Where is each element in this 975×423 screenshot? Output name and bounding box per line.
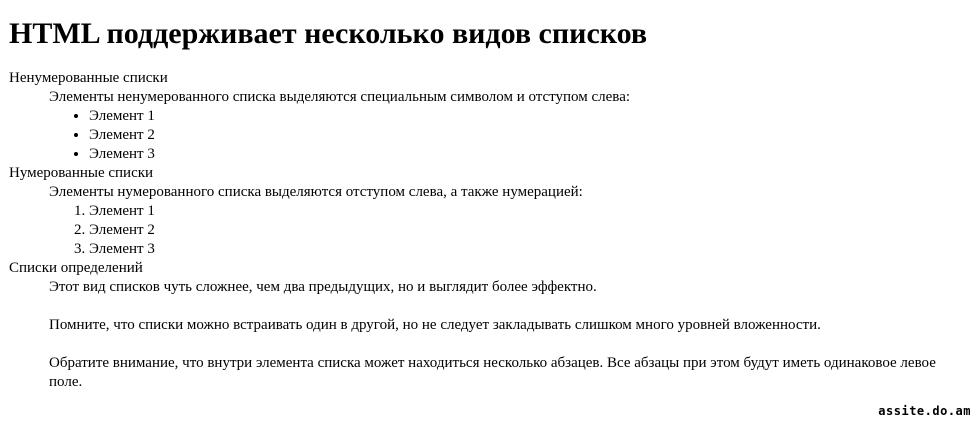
list-item: 1. Элемент 1 (89, 202, 965, 221)
definition-list (9, 69, 965, 392)
term-definition-lists: Списки определений (9, 260, 143, 276)
site-watermark: assite.do.am (878, 404, 971, 418)
page-heading: HTML поддерживает несколько видов списков (9, 17, 648, 50)
ordered-list (49, 202, 965, 259)
list-item: 3. Элемент 3 (89, 240, 965, 259)
list-item: • Элемент 3 (89, 145, 965, 164)
paragraph: Обратите внимание, что внутри элемента списка может находиться несколько абзацев. Все абзацы при этом будут иметь одинаковое левое поле. (49, 355, 936, 390)
term-ordered-lists: Нумерованные списки (9, 165, 154, 181)
list-item: • Элемент 2 (89, 126, 965, 145)
paragraph: Этот вид списков чуть сложнее, чем два предыдущих, но и выглядит более эффектно. (49, 279, 597, 295)
definition-definition-lists (49, 278, 965, 392)
paragraph: Помните, что списки можно встраивать один в другой, но не следует закладывать слишком много уровней вложенности. (49, 317, 821, 333)
definition-unordered-lists (49, 88, 965, 164)
unordered-list (49, 107, 965, 164)
unordered-description: Элементы ненумерованного списка выделяются специальным символом и отступом слева: (49, 89, 631, 105)
term-unordered-lists: Ненумерованные списки (9, 70, 168, 86)
definition-ordered-lists (49, 183, 965, 259)
ordered-description: Элементы нумерованного списка выделяются отступом слева, а также нумерацией: (49, 184, 583, 200)
list-item: • Элемент 1 (89, 107, 965, 126)
list-item: 2. Элемент 2 (89, 221, 965, 240)
document-body (9, 16, 965, 392)
